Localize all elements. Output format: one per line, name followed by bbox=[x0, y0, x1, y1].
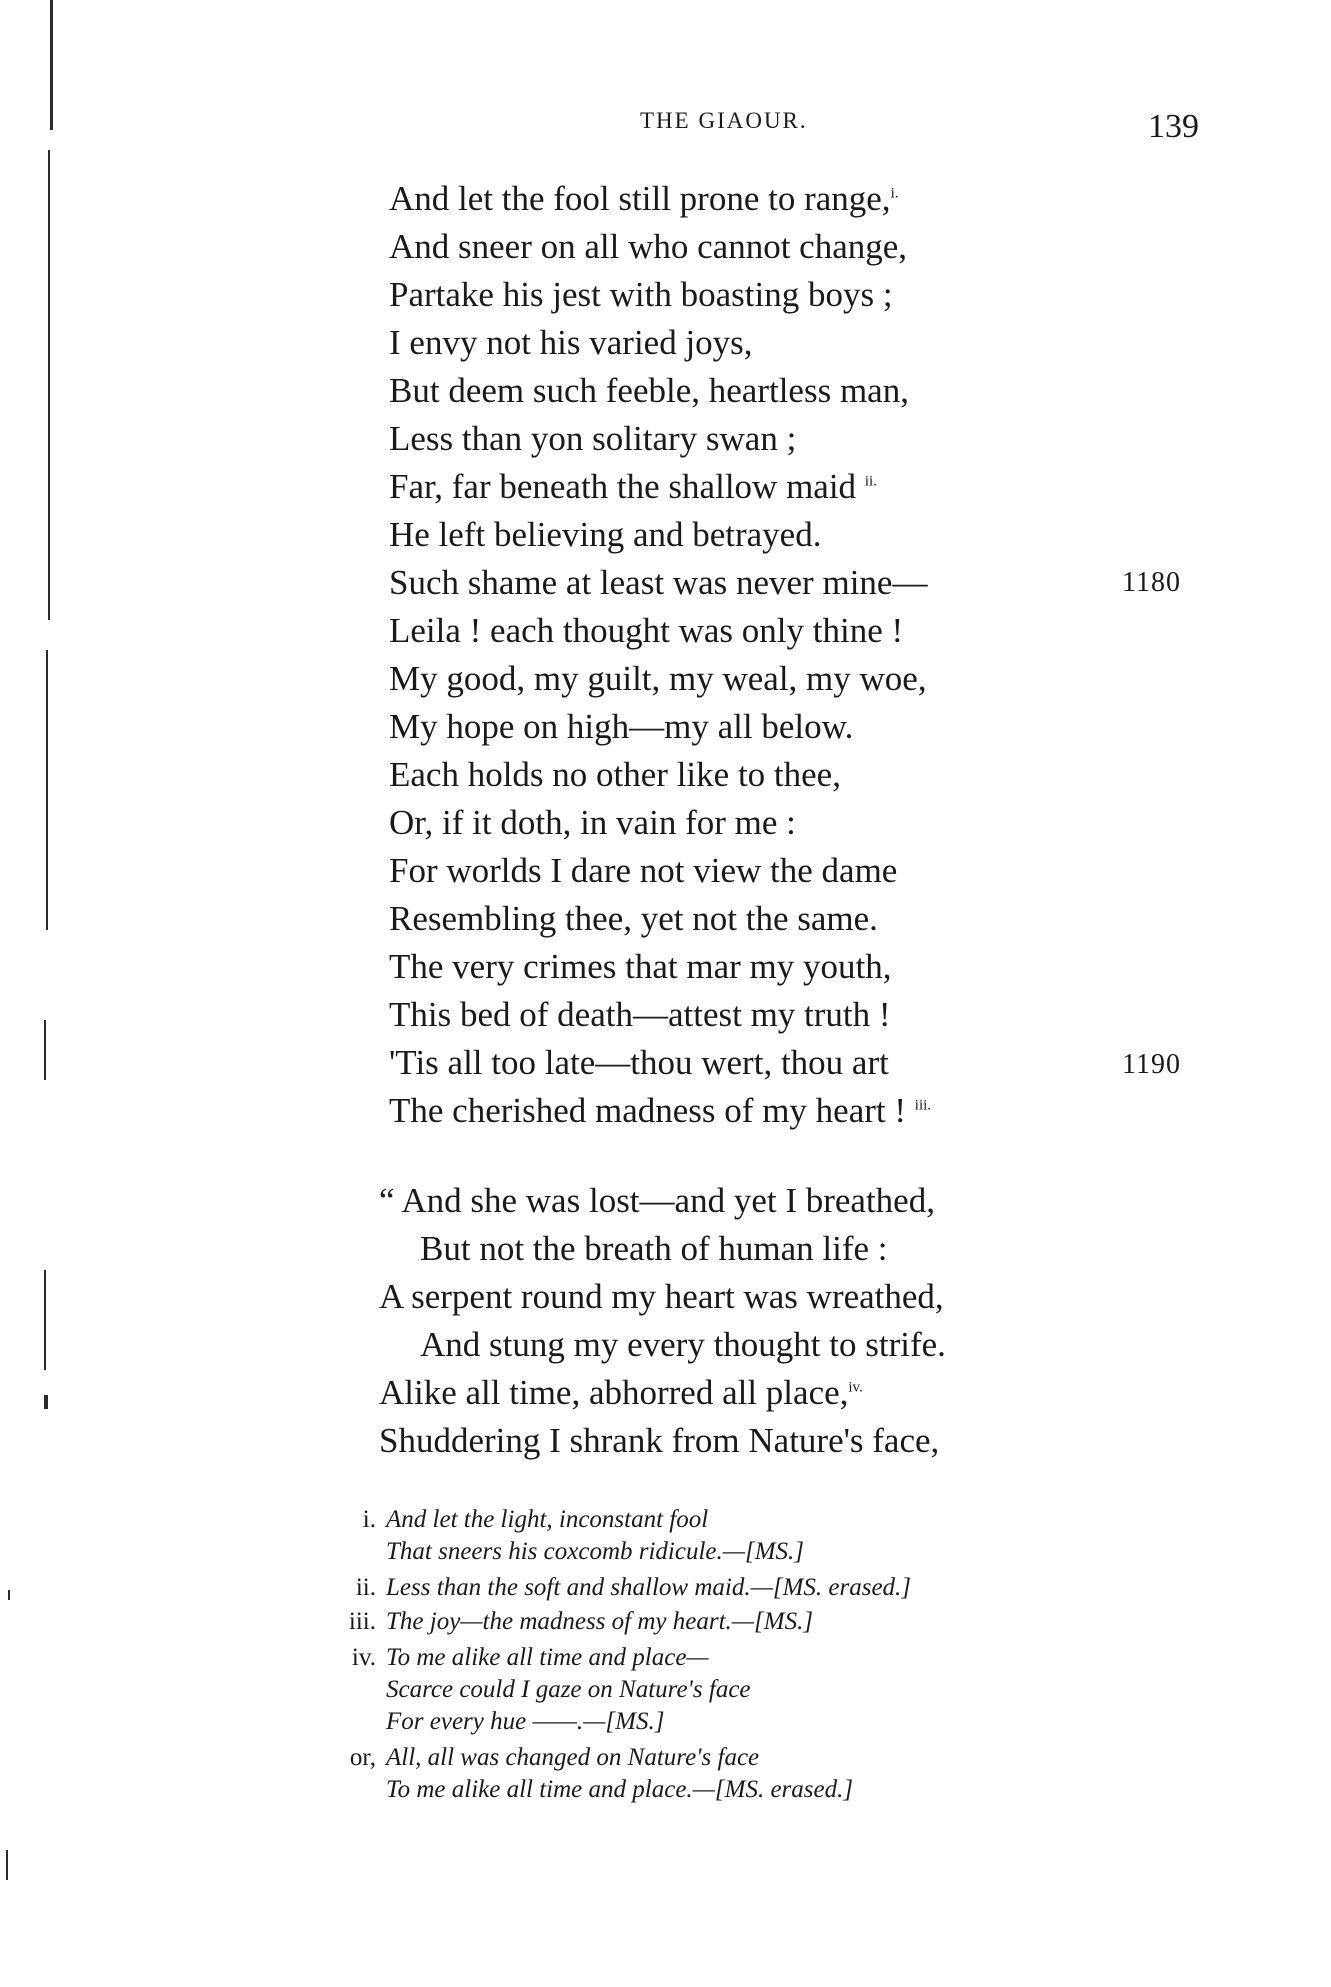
verse-line: Less than yon solitary swan ; bbox=[389, 419, 797, 458]
verse-line: But not the breath of human life : bbox=[420, 1229, 888, 1268]
footnote-text: That sneers his coxcomb ridicule.—[MS.] bbox=[386, 1538, 805, 1565]
verse-line: 'Tis all too late—thou wert, thou art bbox=[389, 1043, 889, 1082]
margin-mark bbox=[48, 150, 50, 620]
verse-line: Each holds no other like to thee, bbox=[389, 755, 841, 794]
margin-mark bbox=[6, 1850, 8, 1880]
margin-mark bbox=[46, 650, 48, 930]
verse-line: But deem such feeble, heartless man, bbox=[389, 371, 909, 410]
verse-line: And let the fool still prone to range,$^{i.}$ bbox=[389, 179, 899, 218]
margin-mark bbox=[44, 1020, 46, 1080]
line-number: 1190 bbox=[1122, 1049, 1181, 1080]
footnote-label: iii. bbox=[348, 1608, 376, 1635]
verse-line: “ And she was lost—and yet I breathed, bbox=[379, 1181, 935, 1220]
note-ref: iv. bbox=[848, 1379, 863, 1396]
footnote-label: ii. bbox=[355, 1574, 376, 1601]
verse-line: My hope on high—my all below. bbox=[389, 707, 854, 746]
note-ref: ii. bbox=[864, 473, 877, 490]
verse-line: I envy not his varied joys, bbox=[389, 323, 753, 362]
verse-line: My good, my guilt, my weal, my woe, bbox=[389, 659, 927, 698]
verse-line: The cherished madness of my heart ! $^{iii.}$ bbox=[389, 1091, 932, 1130]
page-number: 139 bbox=[1148, 108, 1199, 145]
footnote-text: To me alike all time and place— bbox=[386, 1644, 709, 1671]
verse-line: The very crimes that mar my youth, bbox=[389, 947, 892, 986]
margin-mark bbox=[8, 1590, 10, 1600]
note-ref: iii. bbox=[914, 1097, 932, 1114]
margin-mark bbox=[44, 1395, 48, 1409]
verse-line: For worlds I dare not view the dame bbox=[389, 851, 898, 890]
footnote-text: To me alike all time and place.—[MS. erased.] bbox=[386, 1776, 854, 1803]
verse-line: And sneer on all who cannot change, bbox=[389, 227, 908, 266]
margin-mark bbox=[50, 0, 53, 130]
verse-line: Partake his jest with boasting boys ; bbox=[389, 275, 893, 314]
verse-line: Far, far beneath the shallow maid $^{ii.}$ bbox=[389, 467, 877, 506]
footnote-text: The joy—the madness of my heart.—[MS.] bbox=[386, 1608, 814, 1635]
margin-mark bbox=[44, 1270, 46, 1370]
verse-line: Alike all time, abhorred all place,$^{iv.}$ bbox=[379, 1373, 863, 1412]
footnote-text: For every hue ——.—[MS.] bbox=[386, 1708, 665, 1735]
verse-line: Or, if it doth, in vain for me : bbox=[389, 803, 796, 842]
footnote-text: Less than the soft and shallow maid.—[MS. erased.] bbox=[386, 1574, 912, 1601]
verse-line: Leila ! each thought was only thine ! bbox=[389, 611, 904, 650]
verse-line: A serpent round my heart was wreathed, bbox=[379, 1277, 944, 1316]
verse-line: This bed of death—attest my truth ! bbox=[389, 995, 891, 1034]
footnote-label: iv. bbox=[351, 1644, 376, 1671]
verse-line: And stung my every thought to strife. bbox=[420, 1325, 946, 1364]
verse-line: Such shame at least was never mine— bbox=[389, 563, 928, 602]
verse-line: Shuddering I shrank from Nature's face, bbox=[379, 1421, 940, 1460]
running-head: THE GIAOUR. bbox=[640, 108, 808, 133]
verse-line: He left believing and betrayed. bbox=[389, 515, 822, 554]
footnote-label: or, bbox=[349, 1744, 376, 1771]
verse-line: Resembling thee, yet not the same. bbox=[389, 899, 878, 938]
footnote-label: i. bbox=[362, 1506, 376, 1533]
footnote-text: And let the light, inconstant fool bbox=[386, 1506, 709, 1533]
footnote-text: Scarce could I gaze on Nature's face bbox=[386, 1676, 751, 1703]
note-ref: i. bbox=[890, 185, 899, 202]
line-number: 1180 bbox=[1122, 567, 1181, 598]
footnote-text: All, all was changed on Nature's face bbox=[386, 1744, 760, 1771]
